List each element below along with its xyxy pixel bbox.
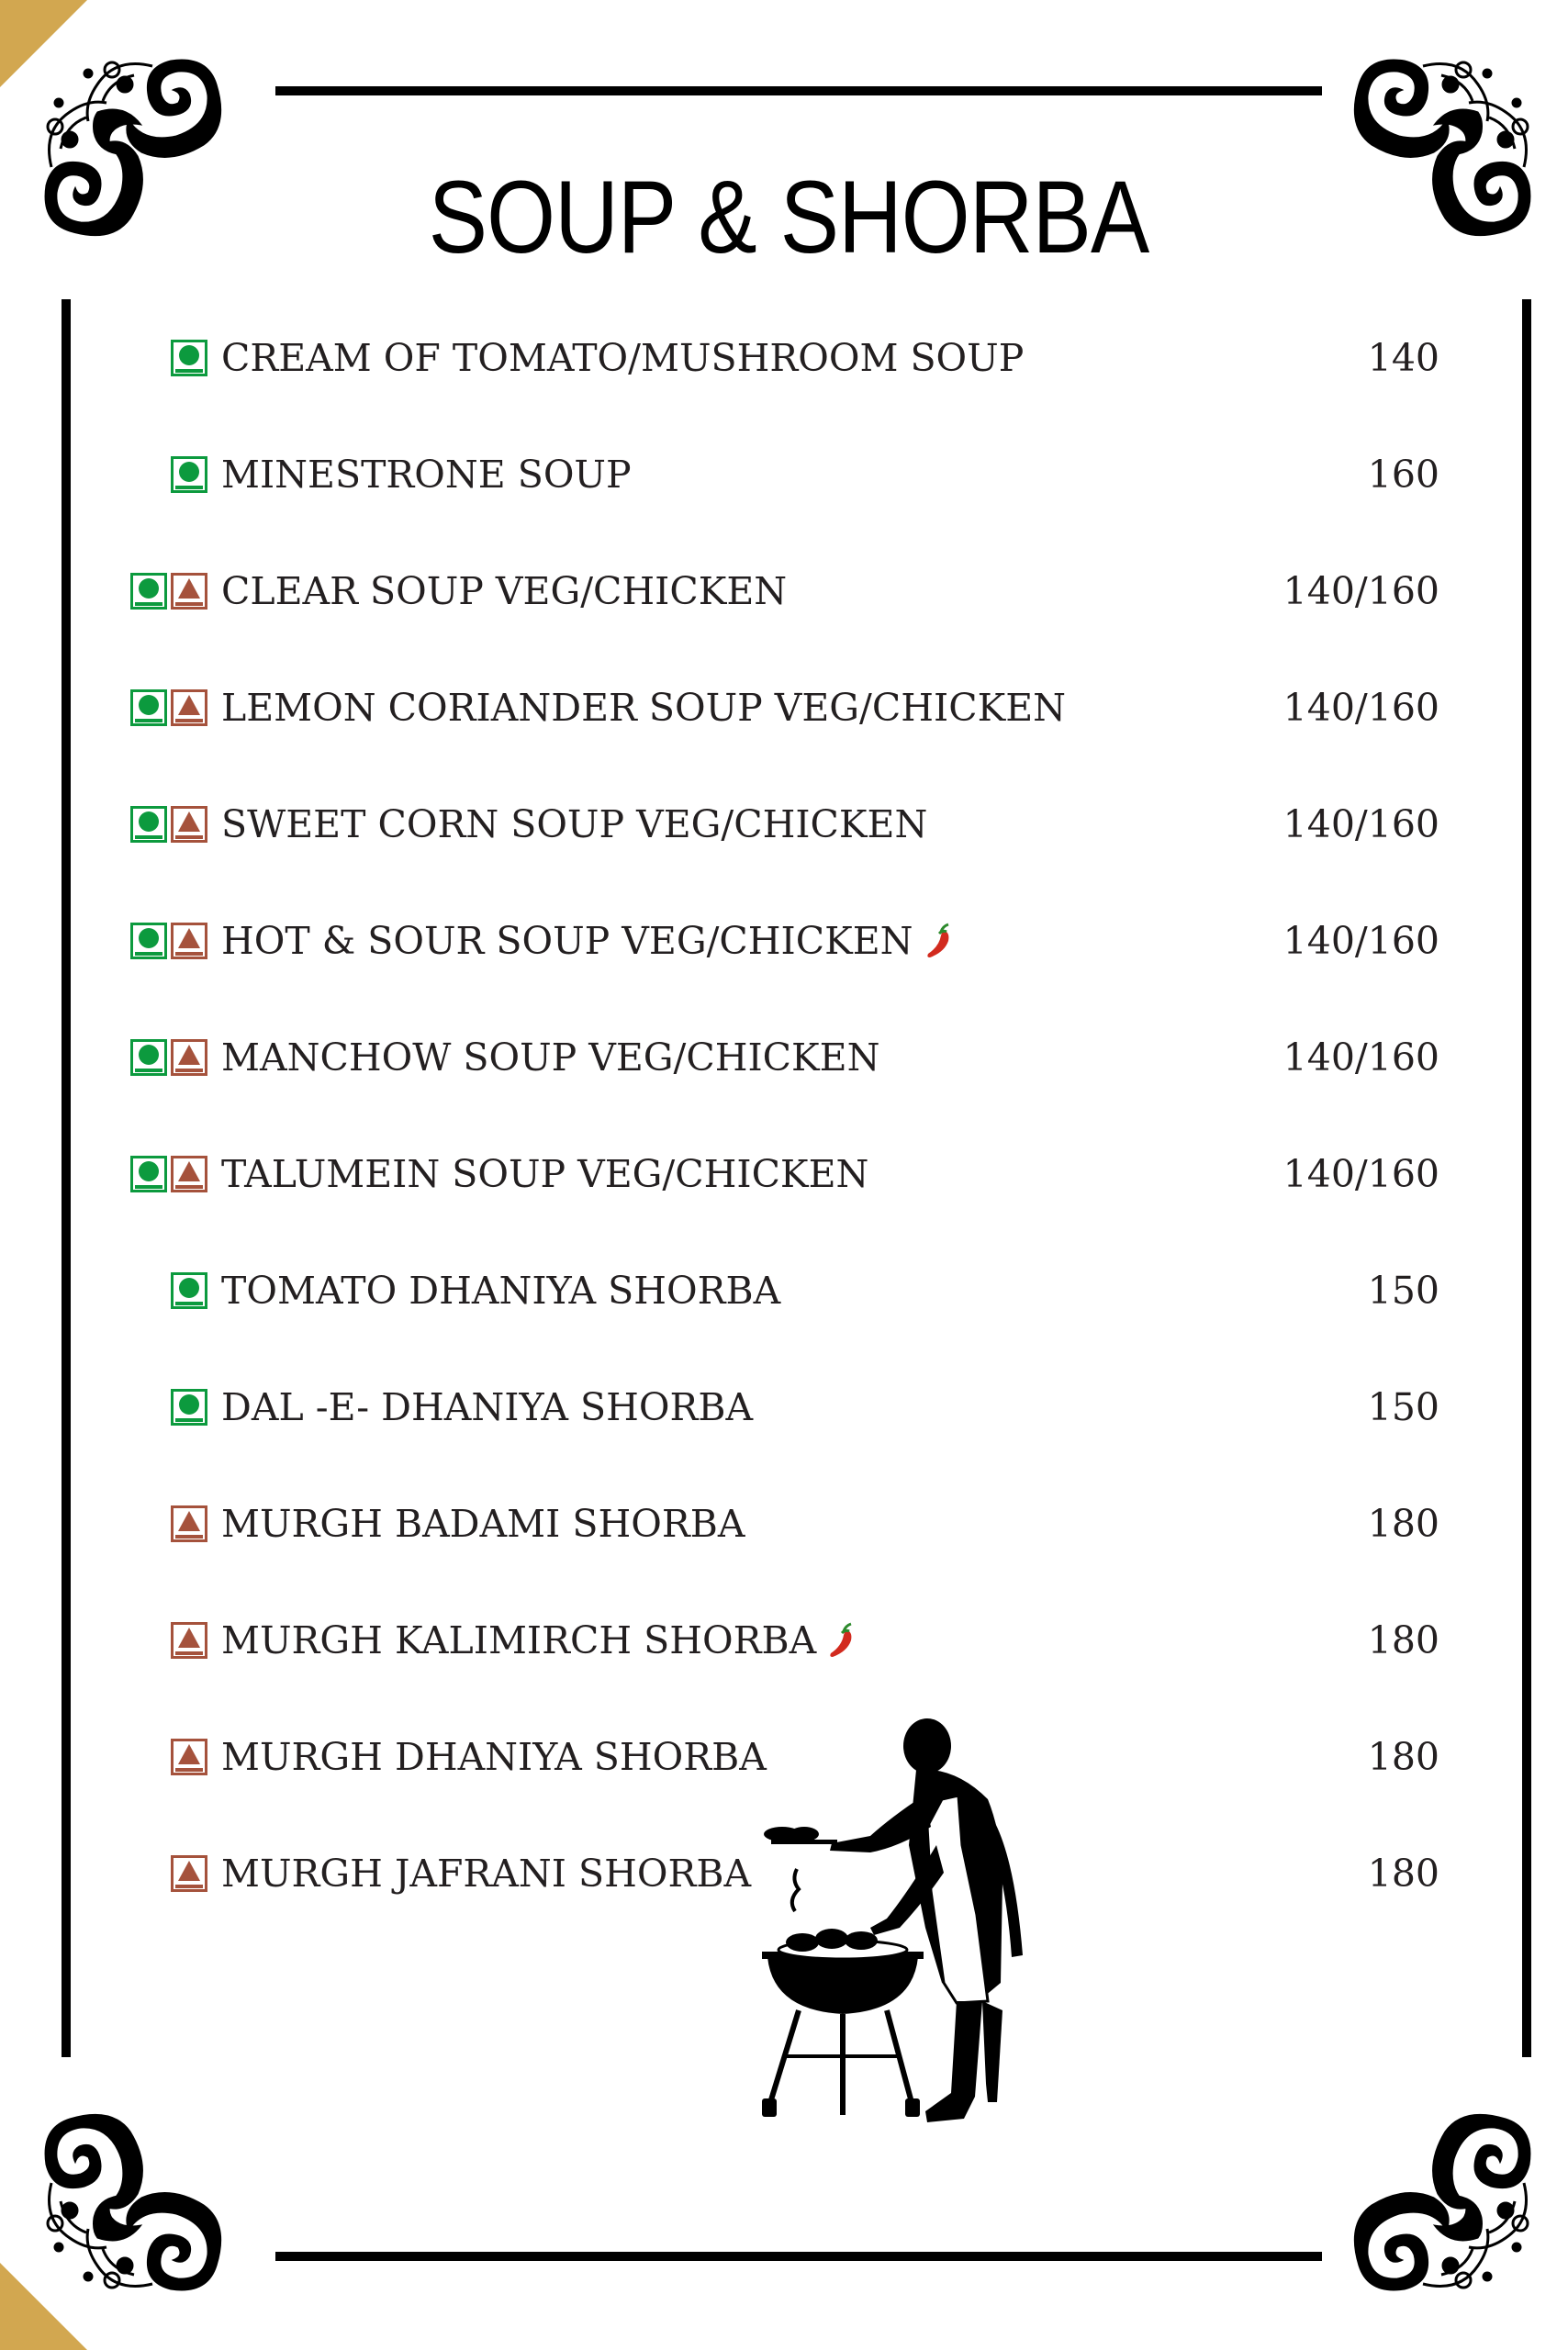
nonveg-mark-icon (171, 689, 207, 726)
menu-item-name-text: CREAM OF TOMATO/MUSHROOM SOUP (221, 336, 1025, 380)
menu-item-name-text: SWEET CORN SOUP VEG/CHICKEN (221, 802, 928, 846)
menu-item-name-text: DAL -E- DHANIYA SHORBA (221, 1385, 754, 1429)
nonveg-mark-icon (171, 1855, 207, 1892)
diet-badges (171, 1272, 207, 1309)
nonveg-mark-icon (171, 573, 207, 610)
nonveg-mark-icon (171, 806, 207, 843)
diet-badges (130, 806, 207, 843)
diet-badges (171, 340, 207, 376)
veg-mark-icon (130, 923, 167, 959)
menu-item-price: 140/160 (1282, 802, 1439, 846)
diet-badges (171, 1855, 207, 1892)
menu-item-name-text: MURGH DHANIYA SHORBA (221, 1735, 767, 1779)
menu-item-price: 140 (1367, 336, 1439, 380)
veg-mark-icon (171, 1272, 207, 1309)
menu-item-name (221, 1733, 767, 1781)
menu-title: SOUP & SHORBA (428, 160, 1149, 274)
menu-item (0, 1604, 1568, 1677)
menu-item-name-text: HOT & SOUR SOUP VEG/CHICKEN (221, 919, 913, 963)
menu-item-price: 140/160 (1282, 919, 1439, 963)
menu-item-name (221, 917, 954, 965)
menu-item-name (221, 1850, 751, 1897)
menu-item (0, 1371, 1568, 1444)
menu-item-price: 140/160 (1282, 686, 1439, 730)
chef-grilling-illustration (762, 1707, 1074, 2148)
menu-item-name (221, 567, 787, 615)
menu-item (0, 1021, 1568, 1094)
diet-badges (130, 1039, 207, 1076)
diet-badges (171, 1389, 207, 1426)
menu-item (0, 904, 1568, 978)
menu-item-name (221, 1500, 745, 1548)
veg-mark-icon (130, 1039, 167, 1076)
nonveg-mark-icon (171, 1739, 207, 1775)
veg-mark-icon (171, 340, 207, 376)
menu-item-price: 150 (1367, 1269, 1439, 1313)
menu-item-price: 140/160 (1282, 1152, 1439, 1196)
diet-badges (130, 689, 207, 726)
diet-badges (171, 1505, 207, 1542)
nonveg-mark-icon (171, 1156, 207, 1192)
menu-item-name (221, 334, 1024, 382)
menu-item (0, 1487, 1568, 1561)
diet-badges (171, 456, 207, 493)
veg-mark-icon (130, 689, 167, 726)
menu-item-name-text: LEMON CORIANDER SOUP VEG/CHICKEN (221, 686, 1066, 730)
menu-item-name-text: MURGH KALIMIRCH SHORBA (221, 1618, 817, 1662)
menu-item-name-text: TOMATO DHANIYA SHORBA (221, 1269, 781, 1313)
menu-item (0, 321, 1568, 395)
nonveg-mark-icon (171, 1039, 207, 1076)
menu-item (0, 1254, 1568, 1327)
chili-pepper-icon (825, 1622, 857, 1659)
veg-mark-icon (130, 1156, 167, 1192)
menu-item-name-text: MURGH BADAMI SHORBA (221, 1502, 745, 1546)
menu-item-name-text: MINESTRONE SOUP (221, 453, 632, 497)
menu-item-name-text: TALUMEIN SOUP VEG/CHICKEN (221, 1152, 869, 1196)
menu-item-name (221, 1383, 753, 1431)
menu-item-name (221, 1267, 780, 1315)
diet-badges (130, 923, 207, 959)
menu-item-price: 150 (1367, 1385, 1439, 1429)
menu-item (0, 554, 1568, 628)
menu-item-price: 160 (1367, 453, 1439, 497)
diet-badges (130, 573, 207, 610)
nonveg-mark-icon (171, 1505, 207, 1542)
menu-item-name (221, 1034, 879, 1081)
chili-pepper-icon (923, 923, 954, 959)
menu-item-name-text: MANCHOW SOUP VEG/CHICKEN (221, 1035, 880, 1080)
veg-mark-icon (130, 806, 167, 843)
veg-mark-icon (171, 1389, 207, 1426)
menu-item-price: 180 (1367, 1618, 1439, 1662)
menu-item-name (221, 1150, 868, 1198)
menu-item-price: 140/160 (1282, 569, 1439, 613)
menu-item-price: 140/160 (1282, 1035, 1439, 1080)
menu-item (0, 671, 1568, 744)
menu-item-name-text: MURGH JAFRANI SHORBA (221, 1852, 752, 1896)
veg-mark-icon (130, 573, 167, 610)
menu-item-name (221, 800, 927, 848)
diet-badges (171, 1622, 207, 1659)
menu-item-price: 180 (1367, 1735, 1439, 1779)
menu-item (0, 788, 1568, 861)
veg-mark-icon (171, 456, 207, 493)
menu-item-price: 180 (1367, 1502, 1439, 1546)
menu-item-name (221, 684, 1066, 732)
menu-item (0, 438, 1568, 511)
diet-badges (171, 1739, 207, 1775)
menu-item-name (221, 1617, 857, 1664)
menu-item (0, 1137, 1568, 1211)
menu-item-price: 180 (1367, 1852, 1439, 1896)
diet-badges (130, 1156, 207, 1192)
menu-item-name (221, 451, 632, 498)
nonveg-mark-icon (171, 923, 207, 959)
menu-item-name-text: CLEAR SOUP VEG/CHICKEN (221, 569, 788, 613)
nonveg-mark-icon (171, 1622, 207, 1659)
